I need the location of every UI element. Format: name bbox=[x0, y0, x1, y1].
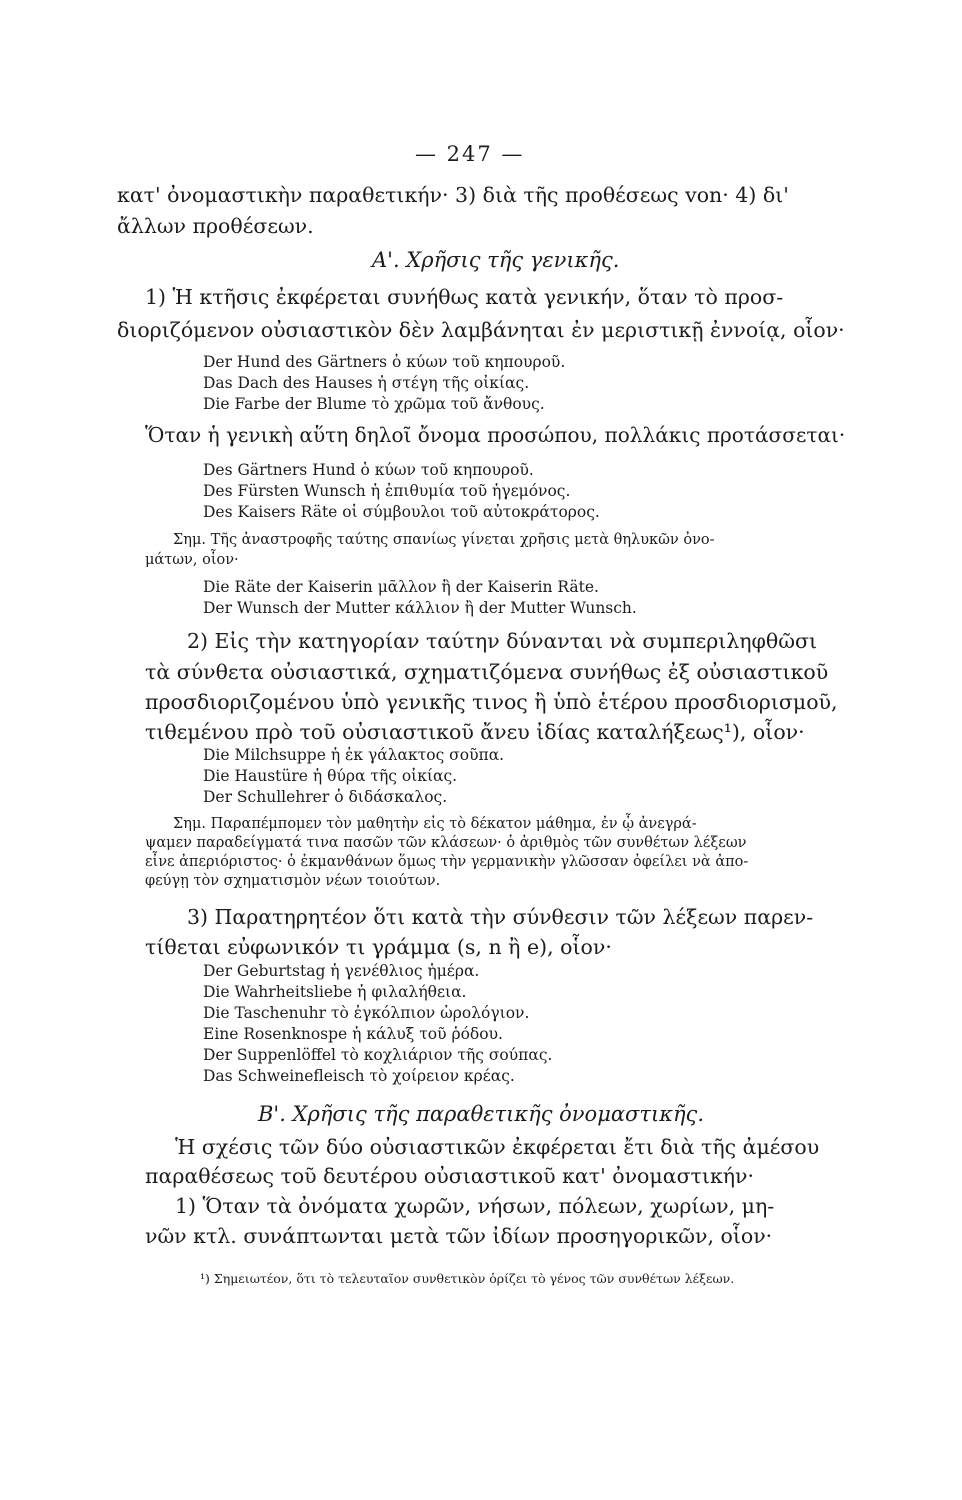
note-line: φεύγῃ τὸν σχηματισμὸν νέων τοιούτων. bbox=[145, 873, 441, 889]
example-line: Die Räte der Kaiserin μᾶλλον ἢ der Kaiserin Räte. bbox=[203, 578, 599, 596]
text-line: ἄλλων προθέσεων. bbox=[117, 214, 314, 238]
note-line: εἶνε ἀπεριόριστος· ὁ ἐκμανθάνων ὅμως τὴν γερμανικὴν γλῶσσαν ὀφείλει νὰ ἀπο- bbox=[145, 854, 749, 870]
example-line: Die Taschenuhr τὸ ἐγκόλπιον ὡρολόγιον. bbox=[203, 1004, 530, 1022]
example-line: Der Geburtstag ἡ γενέθλιος ἡμέρα. bbox=[203, 962, 480, 980]
example-line: Der Schullehrer ὁ διδάσκαλος. bbox=[203, 788, 448, 806]
example-line: Die Wahrheitsliebe ἡ φιλαλήθεια. bbox=[203, 983, 467, 1001]
footnote: ¹) Σημειωτέον, ὅτι τὸ τελευταῖον συνθετικὸν ὁρίζει τὸ γένος τῶν συνθέτων λέξεων. bbox=[200, 1271, 735, 1286]
example-line: Des Kaisers Räte οἱ σύμβουλοι τοῦ αὐτοκράτορος. bbox=[203, 503, 600, 521]
example-line: Der Suppenlöffel τὸ κοχλιάριον τῆς σούπας. bbox=[203, 1046, 553, 1064]
text-line: τιθεμένου πρὸ τοῦ οὐσιαστικοῦ ἄνευ ἰδίας καταλήξεως¹), οἷον· bbox=[145, 720, 805, 744]
text-line: τὰ σύνθετα οὐσιαστικά, σχηματιζόμενα συνήθως ἐξ οὐσιαστικοῦ bbox=[145, 660, 829, 684]
text-line: 1) Ἡ κτῆσις ἐκφέρεται συνήθως κατὰ γενικήν, ὅταν τὸ προσ- bbox=[145, 285, 784, 309]
text-line: τίθεται εὐφωνικόν τι γράμμα (s, n ἢ e), οἷον· bbox=[145, 935, 612, 959]
example-line: Die Farbe der Blume τὸ χρῶμα τοῦ ἄνθους. bbox=[203, 395, 545, 413]
example-line: Das Dach des Hauses ἡ στέγη τῆς οἰκίας. bbox=[203, 374, 530, 392]
example-line: Die Milchsuppe ἡ ἐκ γάλακτος σοῦπα. bbox=[203, 746, 505, 764]
text-line: κατ' ὀνομαστικὴν παραθετικήν· 3) διὰ τῆς προθέσεως von· 4) δι' bbox=[117, 183, 789, 207]
section-heading-genitive: Α'. Χρῆσις τῆς γενικῆς. bbox=[372, 248, 620, 272]
text-line: διοριζόμενον οὐσιαστικὸν δὲν λαμβάνηται ἐν μεριστικῇ ἐννοίᾳ, οἷον· bbox=[117, 318, 845, 342]
note-line: Σημ. Τῆς ἀναστροφῆς ταύτης σπανίως γίνεται χρῆσις μετὰ θηλυκῶν ὀνο- bbox=[173, 532, 715, 548]
page-number: — 247 — bbox=[415, 142, 525, 166]
text-line: 1) Ὅταν τὰ ὀνόματα χωρῶν, νήσων, πόλεων, χωρίων, μη- bbox=[175, 1194, 775, 1218]
note-line: Σημ. Παραπέμπομεν τὸν μαθητὴν εἰς τὸ δέκατον μάθημα, ἐν ᾧ ἀνεγρά- bbox=[173, 816, 697, 832]
example-line: Der Hund des Gärtners ὁ κύων τοῦ κηπουροῦ. bbox=[203, 353, 566, 371]
text-line: Ὅταν ἡ γενικὴ αὕτη δηλοῖ ὄνομα προσώπου, πολλάκις προτάσσεται· bbox=[145, 423, 846, 447]
text-line: 3) Παρατηρητέον ὅτι κατὰ τὴν σύνθεσιν τῶν λέξεων παρεν- bbox=[187, 905, 814, 929]
example-line: Die Haustüre ἡ θύρα τῆς οἰκίας. bbox=[203, 767, 458, 785]
note-line: ψαμεν παραδείγματά τινα πασῶν τῶν κλάσεων· ὁ ἀριθμὸς τῶν συνθέτων λέξεων bbox=[145, 835, 747, 851]
example-line: Eine Rosenknospe ἡ κάλυξ τοῦ ῥόδου. bbox=[203, 1025, 503, 1043]
section-heading-apposition: Β'. Χρῆσις τῆς παραθετικῆς ὀνομαστικῆς. bbox=[258, 1102, 704, 1126]
example-line: Des Gärtners Hund ὁ κύων τοῦ κηπουροῦ. bbox=[203, 461, 534, 479]
example-line: Des Fürsten Wunsch ἡ ἐπιθυμία τοῦ ἡγεμόνος. bbox=[203, 482, 571, 500]
text-line: παραθέσεως τοῦ δευτέρου οὐσιαστικοῦ κατ' ὀνομαστικήν· bbox=[145, 1164, 755, 1188]
example-line: Der Wunsch der Mutter κάλλιον ἢ der Mutter Wunsch. bbox=[203, 599, 637, 617]
text-line: νῶν κτλ. συνάπτωνται μετὰ τῶν ἰδίων προσηγορικῶν, οἷον· bbox=[145, 1224, 773, 1248]
text-line: Ἡ σχέσις τῶν δύο οὐσιαστικῶν ἐκφέρεται ἔτι διὰ τῆς ἀμέσου bbox=[175, 1135, 820, 1159]
text-line: 2) Εἰς τὴν κατηγορίαν ταύτην δύνανται νὰ συμπεριληφθῶσι bbox=[187, 629, 818, 653]
text-line: προσδιοριζομένου ὑπὸ γενικῆς τινος ἢ ὑπὸ ἑτέρου προσδιορισμοῦ, bbox=[145, 690, 838, 714]
example-line: Das Schweinefleisch τὸ χοίρειον κρέας. bbox=[203, 1067, 515, 1085]
note-line: μάτων, οἷον· bbox=[145, 552, 239, 568]
